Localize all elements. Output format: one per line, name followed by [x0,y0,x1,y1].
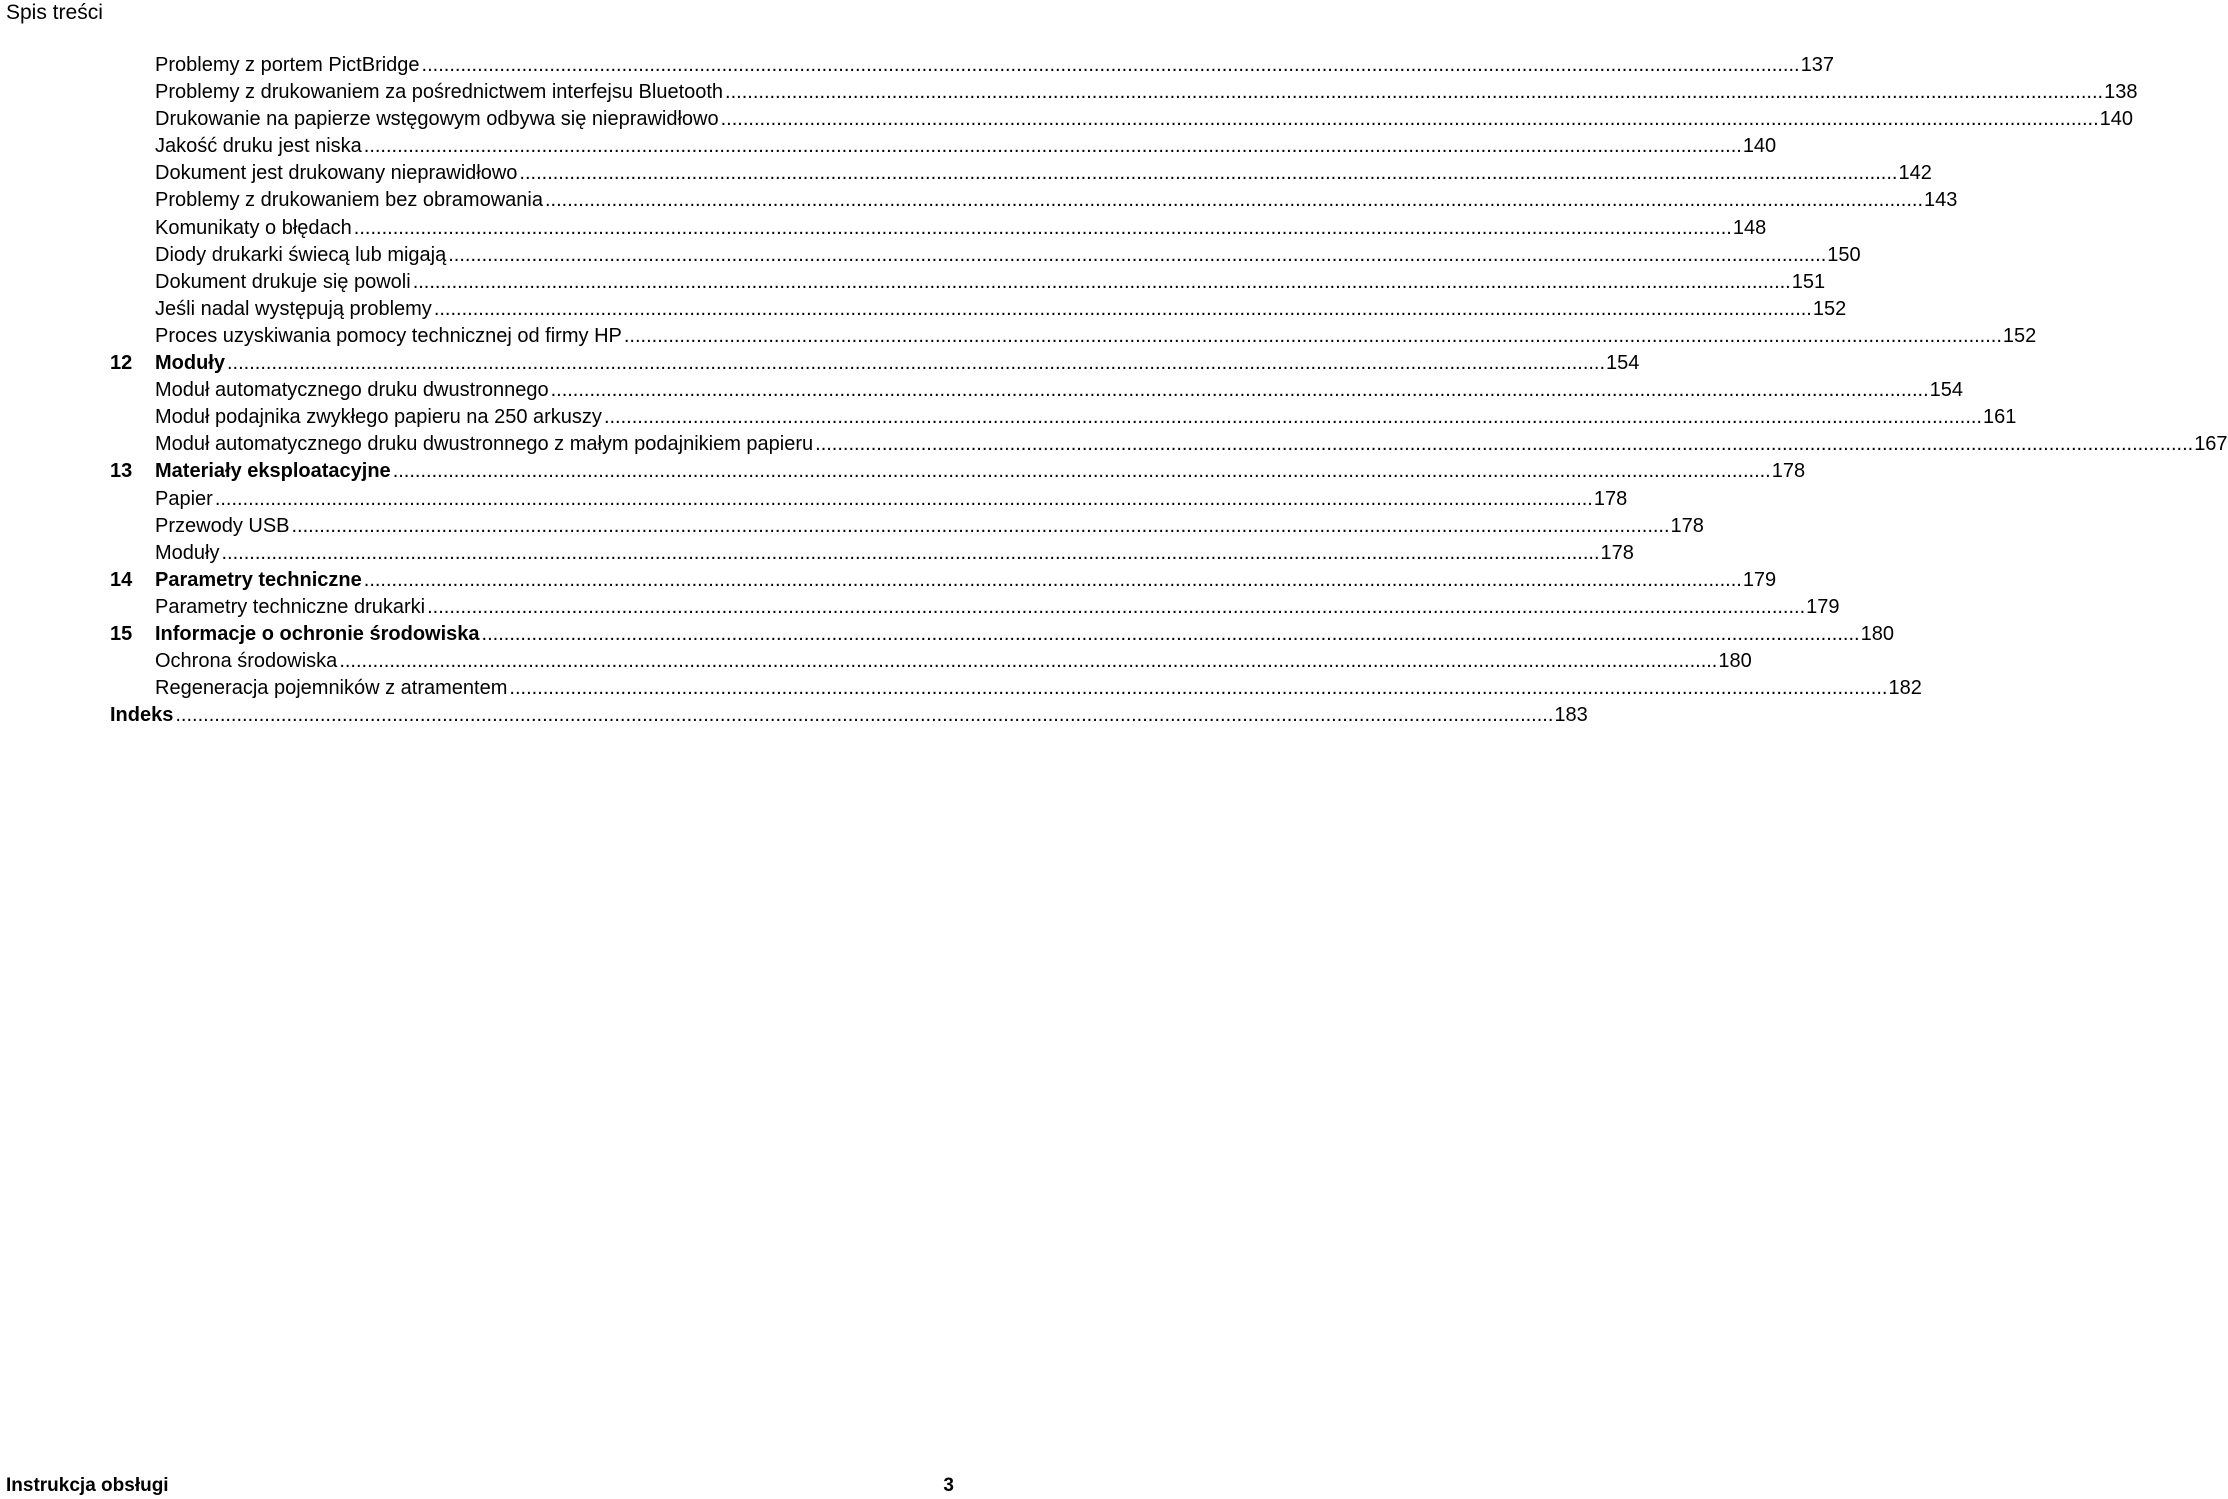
dot-leader [448,242,1826,269]
toc-page-number: 148 [1732,216,1767,239]
toc-section-entry[interactable] [110,648,1752,675]
toc-page-number: 178 [1600,541,1634,564]
dot-leader [604,404,1982,431]
toc-entry-title: Regeneracja pojemników z atramentem [155,677,508,700]
toc-entry-title: Materiały eksploatacyjne [155,460,391,483]
toc-entry-title: Dokument jest drukowany nieprawidłowo [155,162,518,185]
dot-leader [339,648,1717,675]
toc-page-number: 143 [1924,189,1958,212]
toc-chapter-number: 15 [110,622,133,645]
dot-leader [364,567,1742,594]
dot-leader [175,702,1553,729]
dot-leader [551,377,1929,404]
dot-leader [364,133,1742,160]
toc-section-entry[interactable] [110,675,1922,702]
toc-entry-title: Moduł automatycznego druku dwustronnego [155,379,549,402]
toc-section-entry[interactable] [110,323,2037,350]
toc-section-entry[interactable] [110,540,1634,567]
toc-section-entry[interactable] [110,160,1932,187]
toc-chapter-entry[interactable] [110,621,1894,648]
toc-section-entry[interactable] [110,133,1777,160]
running-header: Spis treści [6,1,103,24]
toc-section-entry[interactable] [110,269,1826,296]
table-of-contents [110,52,2228,729]
toc-section-entry[interactable] [110,242,1861,269]
toc-chapter-entry[interactable] [110,458,1806,485]
dot-leader [519,160,1897,187]
footer-page-number: 3 [943,1475,954,1496]
toc-index-entry[interactable] [110,702,1588,729]
toc-page-number: 178 [1593,487,1628,510]
toc-section-entry[interactable] [110,513,1704,540]
toc-chapter-number: 13 [110,460,133,483]
toc-page-number: 138 [2104,81,2138,104]
toc-section-entry[interactable] [110,187,1958,214]
dot-leader [221,540,1599,567]
toc-chapter-number: 12 [110,352,133,375]
toc-page-number: 154 [1929,379,1963,402]
toc-section-entry[interactable] [110,106,2134,133]
dot-leader [721,106,2099,133]
toc-page-number: 178 [1771,460,1806,483]
toc-chapter-entry[interactable] [110,350,1640,377]
toc-entry-title: Moduły [155,541,220,564]
toc-page-number: 140 [1742,135,1777,158]
dot-leader [215,486,1593,513]
toc-entry-title: Jeśli nadal występują problemy [155,297,432,320]
toc-entry-title: Moduły [155,352,225,375]
toc-entry-title: Drukowanie na papierze wstęgowym odbywa się nieprawidłowo [155,108,719,131]
toc-section-entry[interactable] [110,79,2138,106]
toc-chapter-entry[interactable] [110,567,1777,594]
toc-entry-title: Moduł automatycznego druku dwustronnego z małym podajnikiem papieru [155,433,814,456]
dot-leader [509,675,1887,702]
toc-section-entry[interactable] [110,215,1767,242]
toc-entry-title: Indeks [110,704,174,727]
toc-page-number: 178 [1670,514,1704,537]
toc-page-number: 183 [1554,704,1588,727]
toc-chapter-number: 14 [110,568,133,591]
toc-entry-title: Komunikaty o błędach [155,216,352,239]
toc-page-number: 179 [1742,568,1777,591]
toc-entry-title: Dokument drukuje się powoli [155,270,411,293]
toc-section-entry[interactable] [110,52,1834,79]
toc-entry-title: Informacje o ochronie środowiska [155,622,480,645]
toc-entry-title: Moduł podajnika zwykłego papieru na 250 arkuszy [155,406,602,429]
dot-leader [815,431,2193,458]
toc-section-entry[interactable] [110,404,2017,431]
dot-leader [227,350,1605,377]
toc-entry-title: Parametry techniczne [155,568,362,591]
toc-section-entry[interactable] [110,431,2228,458]
dot-leader [545,187,1923,214]
toc-page-number: 182 [1888,677,1922,700]
toc-entry-title: Problemy z drukowaniem za pośrednictwem interfejsu Bluetooth [155,81,724,104]
dot-leader [422,52,1800,79]
dot-leader [434,296,1812,323]
toc-page-number: 142 [1898,162,1932,185]
toc-page-number: 154 [1606,352,1640,375]
toc-section-entry[interactable] [110,296,1847,323]
toc-entry-title: Papier [155,487,213,510]
toc-page-number: 150 [1827,243,1861,266]
toc-entry-title: Problemy z drukowaniem bez obramowania [155,189,543,212]
toc-page-number: 180 [1860,622,1894,645]
toc-page-number: 161 [1982,406,2017,429]
toc-page-number: 179 [1806,595,1840,618]
toc-page-number: 180 [1718,650,1752,673]
toc-entry-title: Ochrona środowiska [155,650,338,673]
dot-leader [624,323,2002,350]
toc-page-number: 167 [2194,433,2228,456]
toc-page-number: 137 [1800,54,1834,76]
toc-section-entry[interactable] [110,486,1628,513]
toc-entry-title: Parametry techniczne drukarki [155,595,426,618]
toc-entry-title: Jakość druku jest niska [155,135,362,158]
dot-leader [482,621,1860,648]
dot-leader [393,458,1771,485]
toc-entry-title: Diody drukarki świecą lub migają [155,243,447,266]
dot-leader [292,513,1670,540]
toc-page-number: 152 [1812,297,1847,320]
toc-page-number: 140 [2099,108,2134,131]
toc-page-number: 152 [2002,324,2037,347]
dot-leader [354,215,1732,242]
toc-entry-title: Problemy z portem PictBridge [155,54,420,76]
toc-page-number: 151 [1791,270,1826,293]
dot-leader [413,269,1791,296]
dot-leader [427,594,1805,621]
dot-leader [725,79,2103,106]
footer-title: Instrukcja obsługi [6,1475,169,1496]
toc-entry-title: Proces uzyskiwania pomocy technicznej od firmy HP [155,324,622,347]
toc-entry-title: Przewody USB [155,514,290,537]
toc-section-entry[interactable] [110,377,1963,404]
toc-section-entry[interactable] [110,594,1840,621]
